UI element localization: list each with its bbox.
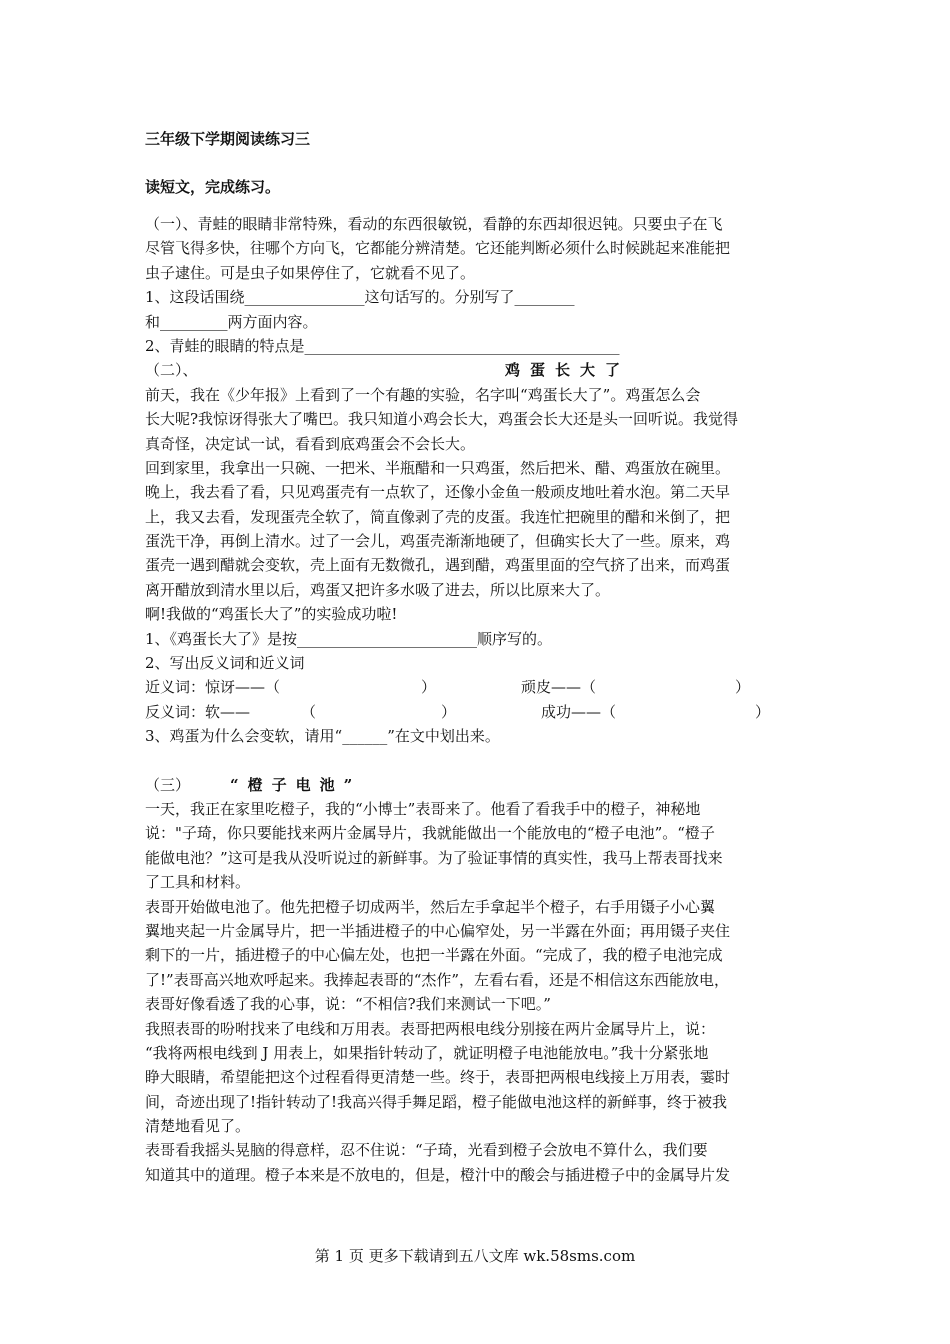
section-2-line: 晚上，我去看了看，只见鸡蛋壳有一点软了，还像小金鱼一般顽皮地吐着水泡。第二天早 — [145, 483, 731, 502]
question-2-2: 2、写出反义词和近义词 — [145, 654, 305, 673]
section-2-line: 蛋壳一遇到醋就会变软，壳上面有无数微孔，遇到醋，鸡蛋里面的空气挤了出来，而鸡蛋 — [145, 556, 731, 575]
section-2-line: 前天，我在《少年报》上看到了一个有趣的实验，名字叫“鸡蛋长大了”。鸡蛋怎么会 — [145, 385, 701, 404]
section-2-line: 长大呢?我惊讶得张大了嘴巴。我只知道小鸡会长大，鸡蛋会长大还是头一回听说。我觉得 — [145, 410, 739, 429]
antonym-label: 反义词：软—— — [145, 702, 251, 721]
section-3-line: 间，奇迹出现了!指针转动了!我高兴得手舞足蹈，橙子能做电池这样的新鲜事，终于被我 — [145, 1092, 728, 1111]
section-2-heading — [145, 358, 815, 382]
section-3-line: 我照表哥的吩咐找来了电线和万用表。表哥把两根电线分别接在两片金属导片上，说： — [145, 1019, 716, 1038]
section-3-line: 了!”表哥高兴地欢呼起来。我捧起表哥的“杰作”，左看右看，还是不相信这东西能放电， — [145, 970, 730, 989]
antonym-open: （ — [301, 702, 317, 721]
section-1-line: 虫子逮住。可是虫子如果停住了，它就看不见了。 — [145, 263, 476, 282]
document-content — [145, 126, 815, 1187]
document-title: 三年级下学期阅读练习三 — [145, 130, 311, 148]
section-2 — [145, 358, 815, 748]
section-2-label: （二）、 — [145, 361, 198, 380]
section-3-line: 睁大眼睛，希望能把这个过程看得更清楚一些。终于，表哥把两根电线接上万用表，霎时 — [145, 1068, 731, 1087]
antonym2-close: ） — [755, 702, 771, 721]
section-2-line: 真奇怪，决定试一试，看看到底鸡蛋会不会长大。 — [145, 434, 476, 453]
section-3-line: 翼地夹起一片金属导片，把一半插进橙子的中心偏窄处，另一半露在外面；再用镊子夹住 — [145, 921, 731, 940]
synonym-close: ） — [421, 678, 437, 697]
antonym-row — [145, 700, 815, 724]
instruction: 读短文，完成练习。 — [145, 178, 281, 196]
section-2-line: 上，我又去看，发现蛋壳全软了，简直像剥了壳的皮蛋。我连忙把碗里的醋和米倒了，把 — [145, 507, 731, 526]
question-1-1: 1、这段话围绕________________这句话写的。分别写了________ — [145, 288, 575, 307]
synonym-row — [145, 675, 815, 699]
section-2-line: 啊!我做的“鸡蛋长大了”的实验成功啦! — [145, 605, 398, 624]
section-3 — [145, 773, 815, 1188]
section-3-line: 表哥看我摇头晃脑的得意样，忍不住说：“子琦，光看到橙子会放电不算什么，我们要 — [145, 1141, 708, 1160]
section-3-line: 表哥好像看透了我的心事，说：“不相信?我们来测试一下吧。” — [145, 995, 551, 1014]
question-1-2: 2、青蛙的眼睛的特点是__________________________________________ — [145, 336, 620, 355]
synonym2-label: 顽皮——（ — [521, 678, 597, 697]
section-3-line: 说："子琦，你只要能找来两片金属导片，我就能做出一个能放电的“橙子电池”。“橙子 — [145, 824, 715, 843]
section-3-title: “橙子电池” — [230, 775, 362, 794]
section-3-line: 一天，我正在家里吃橙子，我的“小博士”表哥来了。他看了看我手中的橙子，神秘地 — [145, 799, 701, 818]
synonym-label: 近义词：惊讶——（ — [145, 678, 281, 697]
antonym2-label: 成功——（ — [541, 702, 617, 721]
section-1-line: 尽管飞得多快，往哪个方向飞，它都能分辨清楚。它还能判断必须什么时候跳起来准能把 — [145, 239, 731, 258]
section-3-heading — [145, 773, 815, 797]
section-3-line: 剩下的一片，插进橙子的中心偏左处，也把一半露在外面。“完成了，我的橙子电池完成 — [145, 946, 723, 965]
section-2-line: 回到家里，我拿出一只碗、一把米、半瓶醋和一只鸡蛋，然后把米、醋、鸡蛋放在碗里。 — [145, 458, 731, 477]
section-3-line: 能做电池？”这可是我从没听说过的新鲜事。为了验证事情的真实性，我马上帮表哥找来 — [145, 848, 723, 867]
antonym-close: ） — [441, 702, 457, 721]
section-2-line: 蛋洗干净，再倒上清水。过了一会儿，鸡蛋壳渐渐地硬了，但确实长大了一些。原来，鸡 — [145, 532, 731, 551]
section-1-line: （一）、青蛙的眼睛非常特殊，看动的东西很敏锐，看静的东西却很迟钝。只要虫子在飞 — [145, 215, 723, 233]
question-2-3: 3、鸡蛋为什么会变软，请用“______”在文中划出来。 — [145, 727, 500, 746]
section-1 — [145, 212, 815, 358]
section-3-label: （三） — [145, 775, 191, 794]
question-1-1-continued: 和_________两方面内容。 — [145, 312, 318, 331]
section-3-line: “我将两根电线到 J 用表上，如果指针转动了，就证明橙子电池能放电。”我十分紧张地 — [145, 1043, 709, 1062]
synonym2-close: ） — [735, 678, 751, 697]
section-3-line: 知道其中的道理。橙子本来是不放电的，但是，橙汁中的酸会与插进橙子中的金属导片发 — [145, 1165, 731, 1184]
page-footer: 第 1 页 更多下载请到五八文库 wk.58sms.com — [314, 1247, 636, 1265]
section-3-line: 了工具和材料。 — [145, 873, 251, 892]
section-3-line: 表哥开始做电池了。他先把橙子切成两半，然后左手拿起半个橙子，右手用镊子小心翼 — [145, 897, 716, 916]
section-2-line: 离开醋放到清水里以后，鸡蛋又把许多水吸了进去，所以比原来大了。 — [145, 580, 611, 599]
question-2-1: 1、《鸡蛋长大了》是按________________________顺序写的。 — [145, 629, 553, 648]
section-3-line: 清楚地看见了。 — [145, 1117, 251, 1136]
section-2-title: 鸡蛋长大了 — [505, 361, 631, 380]
